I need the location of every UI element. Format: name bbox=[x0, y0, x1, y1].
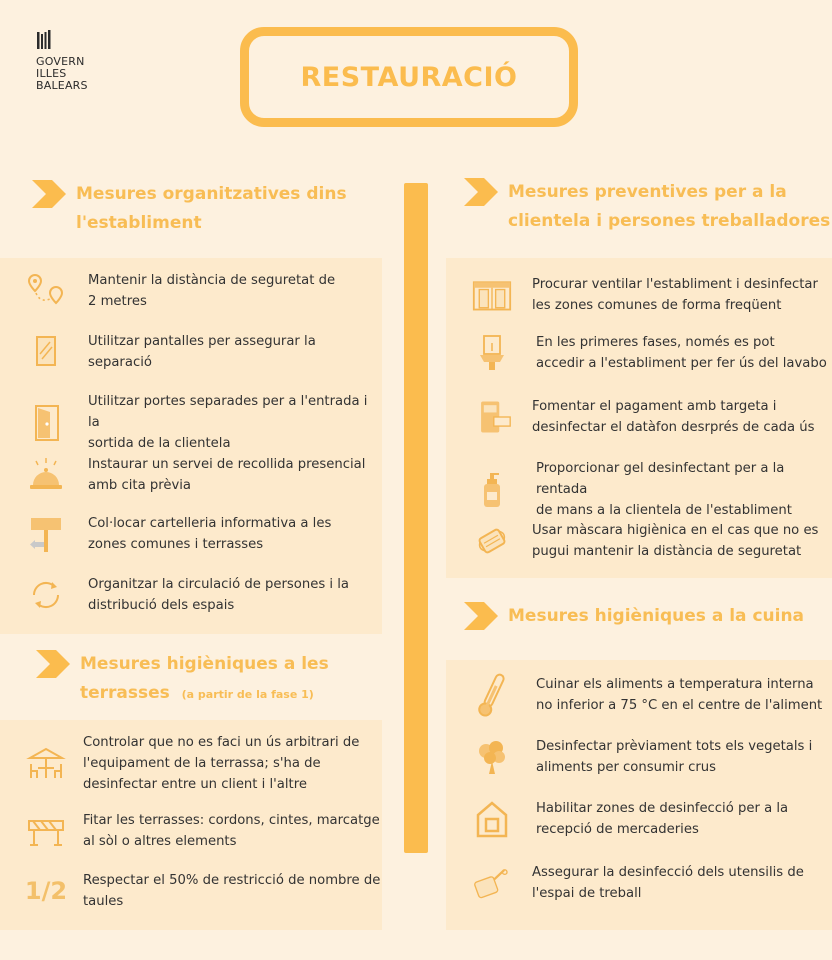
center-divider bbox=[404, 183, 428, 853]
left-section1-header bbox=[32, 180, 347, 238]
right-section1-title-line2: clientela i persones treballadores bbox=[508, 211, 831, 231]
item-text-line1: Col·locar cartelleria informativa a les bbox=[88, 516, 332, 531]
item-text-line2: desinfectar el datàfon desrprés de cada ús bbox=[532, 420, 815, 435]
item-text-line2: taules bbox=[83, 894, 124, 909]
item-text-line2: sortida de la clientela bbox=[88, 436, 231, 451]
item-text-line2: zones comunes i terrasses bbox=[88, 537, 264, 552]
vegetable-icon bbox=[472, 737, 512, 777]
left-panel-2 bbox=[0, 720, 382, 930]
item-text-line2: pugui mantenir la distància de seguretat bbox=[532, 544, 802, 559]
item-text-line2: accedir a l'establiment per fer ús del lavabo bbox=[536, 356, 827, 371]
item-text-line1: Mantenir la distància de seguretat de bbox=[88, 273, 336, 288]
list-item bbox=[472, 520, 818, 562]
item-text-line1: Desinfectar prèviament tots els vegetals i bbox=[536, 739, 813, 754]
item-text-line1: Utilitzar pantalles per assegurar la bbox=[88, 334, 316, 349]
item-text-line1: Respectar el 50% de restricció de nombre de bbox=[83, 873, 381, 888]
item-text-line1: Cuinar els aliments a temperatura interna bbox=[536, 677, 814, 692]
item-text-line1: Assegurar la desinfecció dels utensilis de bbox=[532, 865, 804, 880]
item-text-line2: de mans a la clientela de l'establiment bbox=[536, 503, 792, 518]
washbasin-icon bbox=[472, 333, 512, 373]
house-zone-icon bbox=[472, 799, 512, 839]
list-item bbox=[472, 862, 804, 904]
item-text-line2: aliments per consumir crus bbox=[536, 760, 716, 775]
signboard-icon bbox=[26, 514, 66, 554]
left-section2-header bbox=[36, 650, 329, 709]
chevron-right-icon bbox=[36, 650, 70, 678]
right-section1-header bbox=[464, 178, 830, 236]
list-item bbox=[472, 332, 827, 374]
item-text-line2: l'espai de treball bbox=[532, 886, 642, 901]
right-section1-title-line1: Mesures preventives per a la bbox=[508, 182, 787, 202]
sanitizer-bottle-icon bbox=[472, 470, 512, 510]
item-text-line2: 2 metres bbox=[88, 294, 147, 309]
govern-logo bbox=[36, 30, 116, 92]
left-section2-title-line2: terrasses bbox=[80, 683, 170, 703]
right-panel-2 bbox=[446, 660, 832, 930]
location-path-icon bbox=[26, 271, 66, 311]
left-section2-title-line1: Mesures higièniques a les bbox=[80, 654, 329, 674]
barrier-icon bbox=[26, 811, 66, 851]
thermometer-icon bbox=[472, 675, 512, 715]
right-panel-1 bbox=[446, 258, 832, 578]
window-icon bbox=[472, 275, 512, 315]
pan-utensil-icon bbox=[472, 863, 512, 903]
logo-mark-icon bbox=[36, 30, 52, 50]
right-section2-header bbox=[464, 602, 804, 631]
half-icon bbox=[26, 871, 66, 911]
item-text-line1: Habilitar zones de desinfecció per a la bbox=[536, 801, 789, 816]
service-bell-icon bbox=[26, 455, 66, 495]
list-item bbox=[26, 391, 382, 454]
list-item bbox=[472, 396, 815, 438]
card-terminal-icon bbox=[472, 397, 512, 437]
list-item bbox=[472, 274, 818, 316]
item-text-line1: En les primeres fases, només es pot bbox=[536, 335, 775, 350]
item-text-line2: separació bbox=[88, 355, 152, 370]
terrace-table-icon bbox=[26, 744, 66, 784]
item-text-line2: amb cita prèvia bbox=[88, 478, 192, 493]
list-item bbox=[26, 732, 359, 795]
item-text-line3: desinfectar entre un client i l'altre bbox=[83, 777, 307, 792]
item-text-line2: les zones comunes de forma freqüent bbox=[532, 298, 782, 313]
face-mask-icon bbox=[472, 521, 512, 561]
item-text-line2: distribució dels espais bbox=[88, 598, 235, 613]
right-section2-title: Mesures higièniques a la cuina bbox=[508, 606, 805, 626]
item-text-line2: al sòl o altres elements bbox=[83, 834, 237, 849]
list-item bbox=[472, 458, 832, 521]
screen-panel-icon bbox=[26, 332, 66, 372]
half-glyph: 1/2 bbox=[24, 877, 68, 905]
list-item bbox=[472, 798, 788, 840]
left-panel-1 bbox=[0, 258, 382, 634]
logo-line-2: ILLES bbox=[36, 67, 67, 80]
item-text-line2: l'equipament de la terrassa; s'ha de bbox=[83, 756, 321, 771]
chevron-right-icon bbox=[32, 180, 66, 208]
item-text-line1: Proporcionar gel desinfectant per a la rentada bbox=[536, 461, 785, 497]
page-title: RESTAURACIÓ bbox=[300, 61, 518, 93]
door-icon bbox=[26, 403, 66, 443]
item-text-line1: Usar màscara higiènica en el cas que no es bbox=[532, 523, 819, 538]
list-item bbox=[26, 574, 349, 616]
list-item bbox=[26, 513, 331, 555]
list-item bbox=[26, 331, 316, 373]
chevron-right-icon bbox=[464, 602, 498, 630]
list-item bbox=[26, 810, 380, 852]
left-section1-title-line2: l'establiment bbox=[76, 213, 202, 233]
chevron-right-icon bbox=[464, 178, 498, 206]
logo-line-1: GOVERN bbox=[36, 55, 85, 68]
list-item bbox=[26, 270, 335, 312]
left-section1-title-line1: Mesures organitzatives dins bbox=[76, 184, 347, 204]
item-text-line1: Organitzar la circulació de persones i la bbox=[88, 577, 349, 592]
item-text-line1: Controlar que no es faci un ús arbitrari de bbox=[83, 735, 360, 750]
item-text-line1: Procurar ventilar l'establiment i desinfectar bbox=[532, 277, 818, 292]
list-item bbox=[26, 454, 365, 496]
circulation-arrows-icon bbox=[26, 575, 66, 615]
list-item bbox=[26, 870, 380, 912]
list-item bbox=[472, 674, 822, 716]
item-text-line1: Utilitzar portes separades per a l'entrada i la bbox=[88, 394, 368, 430]
item-text-line1: Instaurar un servei de recollida presencial bbox=[88, 457, 366, 472]
item-text-line1: Fomentar el pagament amb targeta i bbox=[532, 399, 777, 414]
title-box bbox=[240, 27, 578, 127]
item-text-line2: recepció de mercaderies bbox=[536, 822, 699, 837]
item-text-line2: no inferior a 75 °C en el centre de l'aliment bbox=[536, 698, 823, 713]
item-text-line1: Fitar les terrasses: cordons, cintes, marcatge bbox=[83, 813, 380, 828]
phase-note: (a partir de la fase 1) bbox=[181, 688, 314, 701]
logo-line-3: BALEARS bbox=[36, 79, 88, 92]
list-item bbox=[472, 736, 812, 778]
